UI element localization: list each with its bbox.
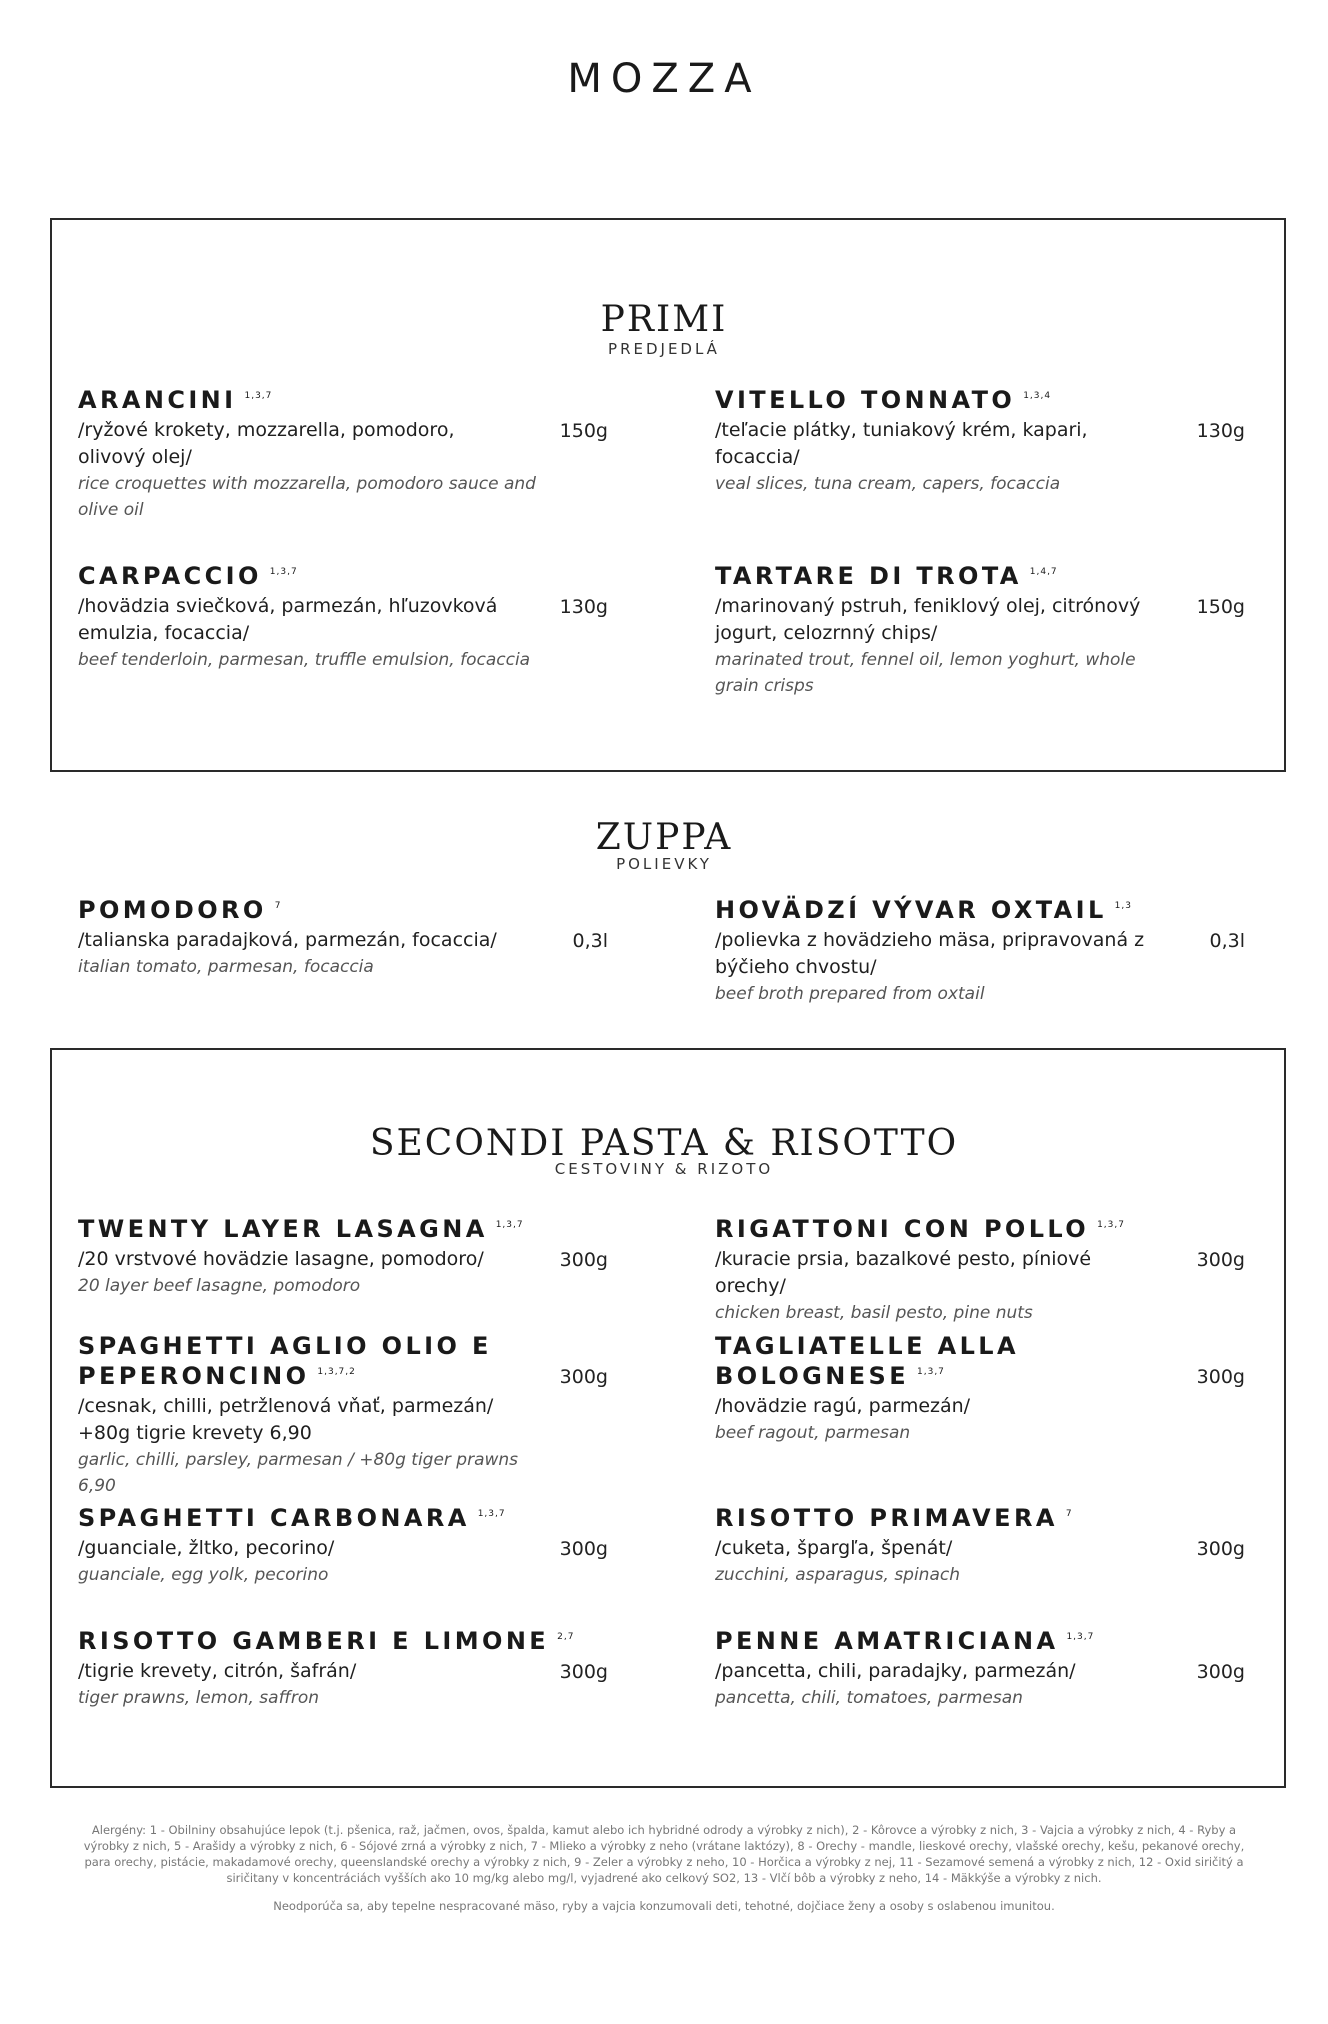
item-description: /tigrie krevety, citrón, šafrán/: [78, 1660, 357, 1682]
item-name: SPAGHETTI CARBONARA $^{1,3,7}$: [78, 1504, 506, 1532]
allergen-codes: 1,3,7: [1097, 1220, 1125, 1230]
item-description: /marinovaný pstruh, feniklový olej, citrónový jogurt, celozrnný chips/: [715, 595, 1141, 644]
item-name: TAGLIATELLE ALLA BOLOGNESE $^{1,3,7}$: [715, 1332, 1019, 1390]
item-name: RISOTTO PRIMAVERA $^7$: [715, 1504, 1073, 1532]
item-name: VITELLO TONNATO $^{1,3,4}$: [715, 386, 1052, 414]
item-portion: 300g: [1196, 1538, 1245, 1560]
item-name: SPAGHETTI AGLIO OLIO E PEPERONCINO $^{1,3,7,2}$: [78, 1332, 492, 1390]
menu-item-carpaccio: [78, 561, 608, 673]
allergen-codes: 1,3,7: [1066, 1632, 1095, 1642]
item-description: /kuracie prsia, bazalkové pesto, píniové orechy/: [715, 1248, 1092, 1297]
menu-item-spaghetti-carbonara: [78, 1503, 608, 1588]
allergen-codes: 7: [1065, 1509, 1073, 1519]
item-description: /ryžové krokety, mozzarella, pomodoro, olivový olej/: [78, 419, 455, 468]
item-description-en: beef tenderloin, parmesan, truffle emulsion, focaccia: [78, 650, 531, 670]
item-name: TARTARE DI TROTA $^{1,4,7}$: [715, 562, 1058, 590]
allergen-legend: Alergény: 1 - Obilniny obsahujúce lepok (t.j. pšenica, raž, jačmen, ovos, špalda, kamut alebo ich hybridné odrody a výrobky z nich), 2 - Kôrovce a výrobky z nich, 3 - Vajcia a výrobky z nich, 4 - Ryby a výrobky z nich, 5 - Arašidy a výrobky z nich, 6 - Sójové zrná a výrobky z nich, 7 - Mlieko a výrobky z neho (vrátane laktózy), 8 - Orechy - mandle, lieskové orechy, vlašské orechy, kešu, pekanové orechy, para orechy, pistácie, makadamové orechy, queenslandské orechy a výrobky z nich, 9 - Zeler a výrobky z neho, 10 - Horčica a výrobky z nej, 11 - Sezamové semená a výrobky z nich, 12 - Oxid siričitý a siričitany v koncentráciách vyšších ako 10 mg/kg alebo mg/l, vyjadrené ako celkový SO2, 13 - Vlčí bôb a výrobky z neho, 14 - Mäkkýše a výrobky z nich.: [83, 1823, 1245, 1885]
item-description-en: zucchini, asparagus, spinach: [715, 1565, 960, 1585]
item-description: /polievka z hovädzieho mäsa, pripravovaná z býčieho chvostu/: [715, 929, 1145, 978]
secondi-subtitle: CESTOVINY & RIZOTO: [554, 1160, 774, 1178]
item-description: /cuketa, špargľa, špenát/: [715, 1537, 953, 1559]
item-description: /hovädzie ragú, parmezán/: [715, 1395, 971, 1417]
item-portion: 0,3l: [1209, 930, 1245, 952]
menu-item-penne-amatriciana: [715, 1626, 1245, 1711]
item-description: /guanciale, žltko, pecorino/: [78, 1537, 335, 1559]
zuppa-title: ZUPPA: [595, 817, 733, 858]
allergen-codes: 7: [274, 901, 282, 911]
item-description-en: pancetta, chili, tomatoes, parmesan: [715, 1688, 1023, 1708]
allergen-codes: 1,3: [1114, 901, 1132, 911]
item-description-en: beef broth prepared from oxtail: [715, 984, 985, 1004]
item-description-en: rice croquettes with mozzarella, pomodoro sauce and olive oil: [78, 474, 536, 520]
item-name: CARPACCIO $^{1,3,7}$: [78, 562, 298, 590]
allergen-codes: 1,3,7,2: [317, 1367, 356, 1377]
item-description: /hovädzia sviečková, parmezán, hľuzovková emulzia, focaccia/: [78, 595, 498, 644]
menu-item-risotto-gamberi-e-limone: [78, 1626, 608, 1711]
allergen-codes: 1,3,7: [495, 1220, 524, 1230]
allergen-codes: 1,3,4: [1023, 391, 1052, 401]
primi-subtitle: PREDJEDLÁ: [608, 340, 720, 358]
item-portion: 300g: [559, 1661, 608, 1683]
primi-title: PRIMI: [600, 299, 728, 340]
item-description-en: garlic, chilli, parsley, parmesan / +80g tiger prawns 6,90: [78, 1450, 519, 1496]
item-name: TWENTY LAYER LASAGNA $^{1,3,7}$: [78, 1215, 524, 1243]
item-portion: 130g: [1196, 420, 1245, 442]
menu-item-rigattoni-con-pollo: [715, 1214, 1245, 1326]
item-description: /talianska paradajková, parmezán, focaccia/: [78, 929, 497, 951]
item-description: /20 vrstvové hovädzie lasagne, pomodoro/: [78, 1248, 484, 1270]
item-name: POMODORO $^7$: [78, 896, 282, 924]
menu-item-risotto-primavera: [715, 1503, 1245, 1588]
item-description-en: veal slices, tuna cream, capers, focaccia: [715, 474, 1061, 494]
allergen-codes: 1,3,7: [244, 391, 273, 401]
menu-item-twenty-layer-lasagna: [78, 1214, 608, 1299]
allergen-codes: 1,4,7: [1029, 567, 1058, 577]
item-description: /cesnak, chilli, petržlenová vňať, parmezán/ +80g tigrie krevety 6,90: [78, 1395, 494, 1444]
item-portion: 300g: [559, 1366, 608, 1388]
item-name: ARANCINI $^{1,3,7}$: [78, 386, 273, 414]
allergen-codes: 1,3,7: [477, 1509, 506, 1519]
zuppa-subtitle: POLIEVKY: [616, 855, 712, 873]
item-portion: 150g: [559, 420, 608, 442]
health-notice: Neodporúča sa, aby tepelne nespracované mäso, ryby a vajcia konzumovali deti, tehotné, dojčiace ženy a osoby s oslabenou imunitou.: [273, 1899, 1055, 1913]
item-description-en: tiger prawns, lemon, saffron: [78, 1688, 320, 1708]
item-description-en: chicken breast, basil pesto, pine nuts: [715, 1303, 1033, 1323]
allergen-codes: 1,3,7: [269, 567, 298, 577]
item-description-en: italian tomato, parmesan, focaccia: [78, 957, 374, 977]
item-portion: 130g: [559, 596, 608, 618]
item-description-en: 20 layer beef lasagne, pomodoro: [78, 1276, 361, 1296]
menu-item-arancini: [78, 385, 608, 523]
item-portion: 300g: [1196, 1366, 1245, 1388]
item-portion: 300g: [559, 1249, 608, 1271]
item-description-en: beef ragout, parmesan: [715, 1423, 911, 1443]
item-portion: 150g: [1196, 596, 1245, 618]
allergen-codes: 2,7: [557, 1632, 575, 1642]
secondi-title: SECONDI PASTA & RISOTTO: [369, 1123, 959, 1164]
item-description-en: marinated trout, fennel oil, lemon yoghurt, whole grain crisps: [715, 650, 1136, 696]
item-portion: 300g: [1196, 1661, 1245, 1683]
item-portion: 300g: [559, 1538, 608, 1560]
item-portion: 0,3l: [572, 930, 608, 952]
item-description: /teľacie plátky, tuniakový krém, kapari, focaccia/: [715, 419, 1088, 468]
menu-item-vitello-tonnato: [715, 385, 1245, 497]
menu-item-tagliatelle-alla-bolognese: [715, 1331, 1245, 1446]
menu-item-spaghetti-aglio-olio: [78, 1331, 608, 1499]
item-name: RISOTTO GAMBERI E LIMONE $^{2,7}$: [78, 1627, 575, 1655]
restaurant-name: MOZZA: [567, 56, 761, 102]
menu-item-hovadzi-vyvar-oxtail: [715, 895, 1245, 1007]
allergen-codes: 1,3,7: [917, 1367, 945, 1377]
item-description-en: guanciale, egg yolk, pecorino: [78, 1565, 329, 1585]
item-description: /pancetta, chili, paradajky, parmezán/: [715, 1660, 1076, 1682]
item-name: RIGATTONI CON POLLO $^{1,3,7}$: [715, 1215, 1125, 1243]
item-name: HOVÄDZÍ VÝVAR OXTAIL $^{1,3}$: [715, 896, 1132, 924]
menu-item-tartare-di-trota: [715, 561, 1245, 699]
menu-item-pomodoro: [78, 895, 608, 980]
item-name: PENNE AMATRICIANA $^{1,3,7}$: [715, 1627, 1095, 1655]
item-portion: 300g: [1196, 1249, 1245, 1271]
